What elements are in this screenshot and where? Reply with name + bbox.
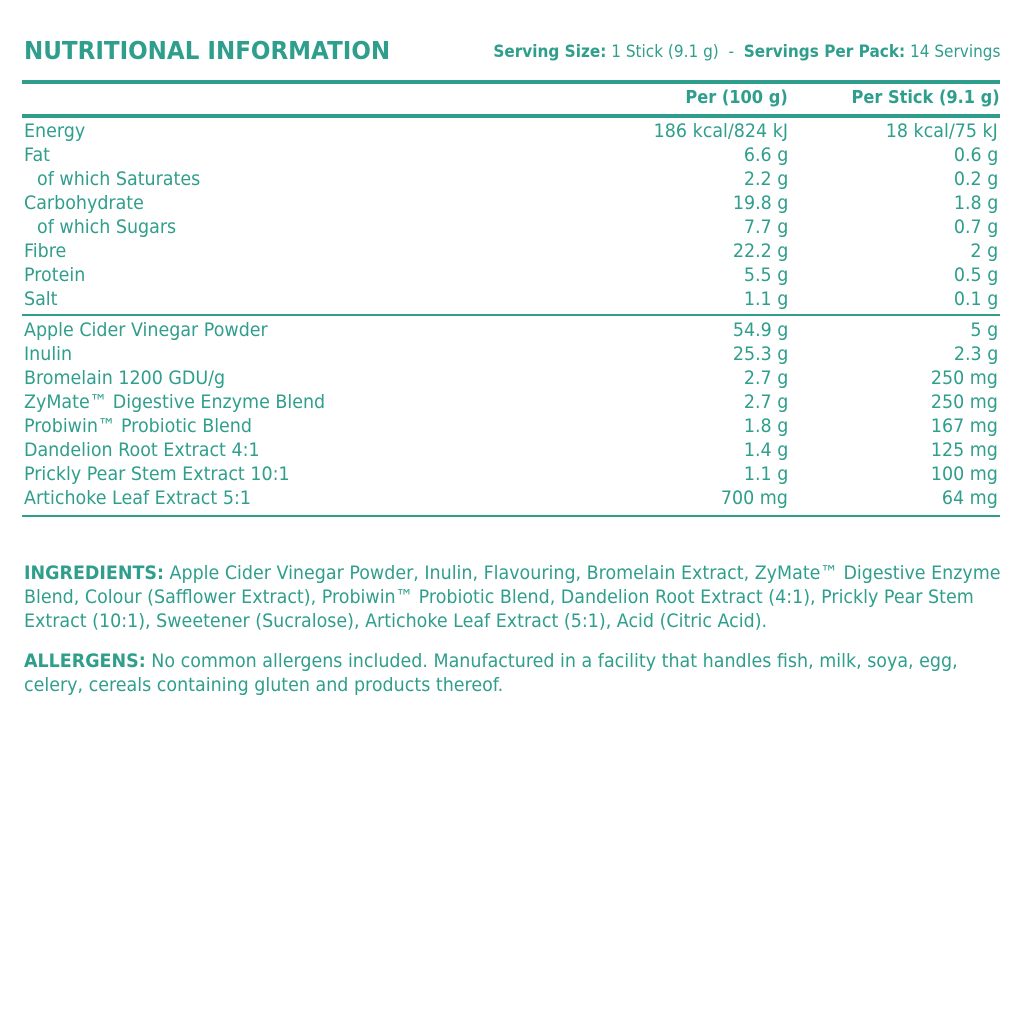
active-label: Apple Cider Vinegar Powder [24,319,268,341]
servings-per-pack-value: 14 Servings [909,42,1000,62]
allergens-label: ALLERGENS: [24,650,146,672]
ingredients-section [24,561,1014,633]
value-per-stick: 2.3 g [953,343,998,365]
value-per-stick: 5 g [970,319,998,341]
table-row [22,318,1000,342]
table-row [22,119,1000,143]
value-per-100g: 1.1 g [743,288,788,310]
value-per-100g: 5.5 g [743,264,788,286]
value-per-stick: 250 mg [930,391,998,413]
table-row [22,438,1000,462]
value-per-stick: 0.7 g [953,216,998,238]
value-per-stick: 0.6 g [953,144,998,166]
value-per-stick: 64 mg [942,487,998,509]
active-label: ZyMate™ Digestive Enzyme Blend [24,391,326,413]
ingredients-text: Apple Cider Vinegar Powder, Inulin, Flavouring, Bromelain Extract, ZyMate™ Digestive Enzyme Blend, Colour (Safflower Extract), Probiwin™ Probiotic Blend, Dandelion Root Extract (4:1), Prickly Pear Stem Extract (10:1), Sweetener (Sucralose), Artichoke Leaf Extract (5:1), Acid (Citric Acid). [24,562,1001,632]
serving-separator: - [728,42,734,62]
serving-size-value: 1 Stick (9.1 g) [610,42,719,62]
table-bottom-divider [22,515,1000,517]
table-row [22,239,1000,263]
active-label: Prickly Pear Stem Extract 10:1 [24,463,290,485]
nutrient-label: of which Saturates [37,168,201,190]
value-per-stick: 125 mg [930,439,998,461]
value-per-100g: 22.2 g [732,240,788,262]
table-row [22,191,1000,215]
value-per-100g: 1.4 g [743,439,788,461]
header-divider [22,80,1000,84]
nutrient-label: Fat [24,144,51,166]
value-per-100g: 19.8 g [732,192,788,214]
nutrient-label: of which Sugars [37,216,177,238]
active-label: Artichoke Leaf Extract 5:1 [24,487,251,509]
value-per-100g: 54.9 g [732,319,788,341]
table-row [22,167,1000,191]
serving-info [493,42,1000,62]
active-label: Probiwin™ Probiotic Blend [24,415,252,437]
value-per-100g: 1.8 g [743,415,788,437]
value-per-100g: 2.2 g [743,168,788,190]
value-per-100g: 25.3 g [732,343,788,365]
value-per-stick: 0.5 g [953,264,998,286]
serving-size-label: Serving Size: [492,42,606,62]
active-label: Inulin [24,343,73,365]
nutrient-label: Fibre [24,240,67,262]
value-per-stick: 250 mg [930,367,998,389]
value-per-stick: 167 mg [930,415,998,437]
value-per-stick: 2 g [970,240,998,262]
table-row [22,287,1000,311]
value-per-stick: 0.2 g [953,168,998,190]
servings-per-pack-label: Servings Per Pack: [743,42,905,62]
table-row [22,263,1000,287]
ingredients-label: INGREDIENTS: [24,562,164,584]
table-row [22,462,1000,486]
table-row [22,366,1000,390]
page-title: NUTRITIONAL INFORMATION [24,36,391,65]
value-per-100g: 1.1 g [743,463,788,485]
active-label: Dandelion Root Extract 4:1 [24,439,260,461]
table-header-divider [22,114,1000,118]
column-header-per-100g: Per (100 g) [685,87,788,108]
nutrient-label: Protein [24,264,86,286]
table-row [22,390,1000,414]
allergens-section [24,649,1014,697]
table-row [22,486,1000,510]
value-per-stick: 0.1 g [953,288,998,310]
value-per-stick: 18 kcal/75 kJ [885,120,998,142]
nutrient-label: Salt [24,288,58,310]
table-row [22,215,1000,239]
value-per-100g: 7.7 g [743,216,788,238]
value-per-100g: 2.7 g [743,367,788,389]
table-row [22,342,1000,366]
value-per-100g: 700 mg [720,487,788,509]
nutrient-label: Carbohydrate [24,192,144,214]
value-per-stick: 1.8 g [953,192,998,214]
allergens-text: No common allergens included. Manufactured in a facility that handles fish, milk, soya, egg, celery, cereals containing gluten and products thereof. [24,650,958,696]
table-row [22,143,1000,167]
column-header-per-stick: Per Stick (9.1 g) [851,87,1000,108]
value-per-stick: 100 mg [930,463,998,485]
value-per-100g: 186 kcal/824 kJ [653,120,788,142]
value-per-100g: 6.6 g [743,144,788,166]
section-divider [22,314,1000,316]
active-label: Bromelain 1200 GDU/g [24,367,226,389]
nutrient-label: Energy [24,120,86,142]
value-per-100g: 2.7 g [743,391,788,413]
table-row [22,414,1000,438]
